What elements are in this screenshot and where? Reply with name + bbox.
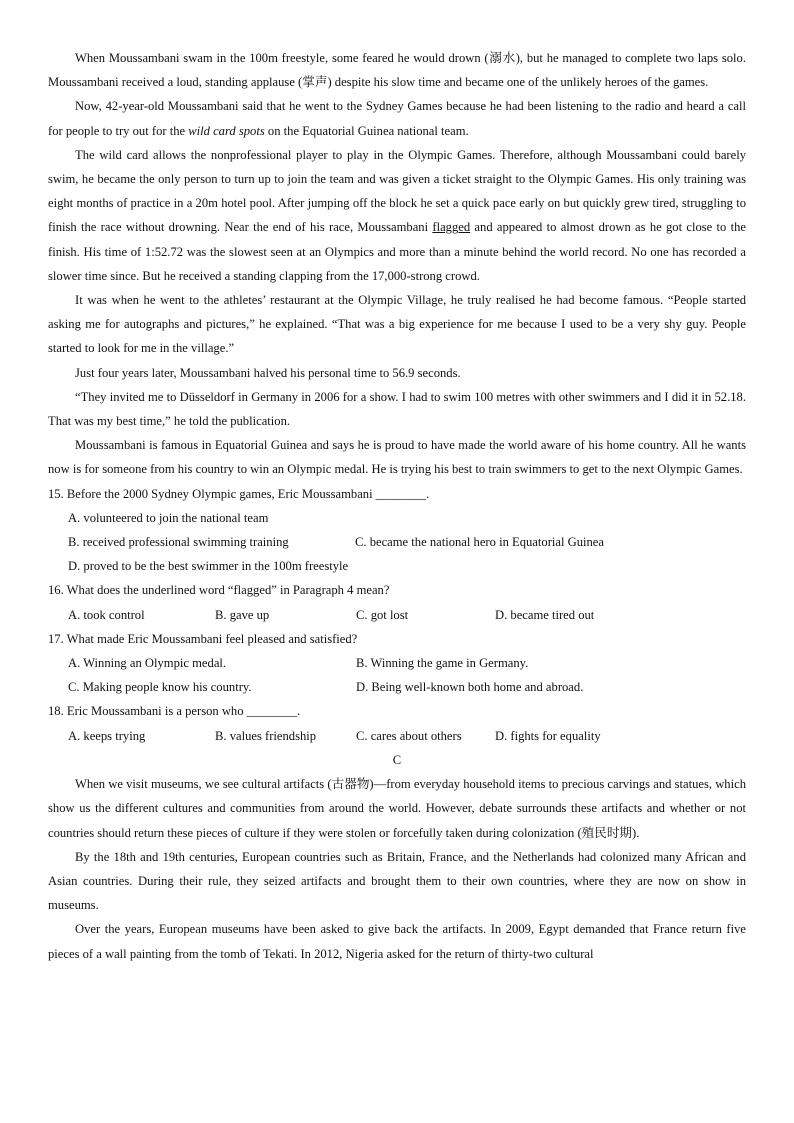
passage-b-paragraph-4: It was when he went to the athletes’ restaurant at the Olympic Village, he truly realised he had become famous. “People started asking me for autographs and pictures,” he explained. “That was a big experience for me because I used to be a very shy guy. People started to look for me in the village.” [48,293,746,356]
q17-option-b[interactable]: B. Winning the game in Germany. [356,656,529,671]
passage-c-paragraph-3: Over the years, European museums have been asked to give back the artifacts. In 2009, Egypt demanded that France return five pieces of a wall painting from the tomb of Tekati. In 2012, Nigeria asked for the return of thirty-two cultural [48,922,746,961]
q16-option-d[interactable]: D. became tired out [495,607,595,622]
passage-c-paragraph-1: When we visit museums, we see cultural artifacts (古器物)—from everyday household items to precious carvings and statues, which show us the different cultures and communities from around the world. However, debate surrounds these artifacts and whether or not countries should return these pieces of culture if they were stolen or forcefully taken during colonization (殖民时期). [48,777,746,840]
passage-b-paragraph-7: Moussambani is famous in Equatorial Guinea and says he is proud to have made the world aware of his home country. All he wants now is for someone from his country to win an Olympic medal. He is trying his best to train swimmers to get to the next Olympic Games. [48,438,746,477]
document-page [48,46,746,966]
question-18-options [48,724,746,748]
q16-option-b[interactable]: B. gave up [215,607,270,622]
passage-b-paragraph-1: When Moussambani swam in the 100m freestyle, some feared he would drown (溺水), but he managed to complete two laps solo. Moussambani received a loud, standing applause (掌声) despite his slow time and became one of the unlikely heroes of the games. [48,51,746,90]
flagged-underlined-word: flagged [432,220,471,235]
q15-option-c[interactable]: C. became the national hero in Equatorial Guinea [355,535,604,550]
passage-b-paragraph-3 [48,143,746,288]
passage-b-paragraph-5: Just four years later, Moussambani halved his personal time to 56.9 seconds. [75,365,461,380]
q17-option-a[interactable]: A. Winning an Olympic medal. [68,656,227,671]
question-15-options-row-3 [48,554,746,578]
q15-option-b[interactable]: B. received professional swimming training [68,535,289,550]
wild-card-spots-italic: wild card spots [188,123,265,138]
question-16-options [48,603,746,627]
q18-option-b[interactable]: B. values friendship [215,728,317,743]
question-17-options-row-1 [48,651,746,675]
q15-option-a[interactable]: A. volunteered to join the national team [68,510,269,525]
q16-option-c[interactable]: C. got lost [356,607,409,622]
q18-option-c[interactable]: C. cares about others [356,728,462,743]
question-17-stem: 17. What made Eric Moussambani feel pleased and satisfied? [48,631,358,646]
question-15-options-row-2 [48,530,746,554]
passage-c-heading: C [392,752,402,767]
p2-text-after: on the Equatorial Guinea national team. [264,123,469,138]
p3-text-before: The wild card allows the nonprofessional player to play in the Olympic Games. Therefore, although Moussambani could barely swim, he became the only person to turn up to join the team and was given a ticket straight to the Olympic Games. His only training was eight months of practice in a 20m hotel pool. After jumping off the block he set a quick pace early on but quickly grew tired, struggling to finish the race without drowning. Near the end of his race, Moussambani [48,147,746,235]
q17-option-d[interactable]: D. Being well-known both home and abroad. [356,680,584,695]
question-16-stem: 16. What does the underlined word “flagged” in Paragraph 4 mean? [48,583,390,598]
q15-option-d[interactable]: D. proved to be the best swimmer in the 100m freestyle [68,559,349,574]
q17-option-c[interactable]: C. Making people know his country. [68,680,252,695]
question-17-options-row-2 [48,675,746,699]
q16-option-a[interactable]: A. took control [68,607,145,622]
p2-text-before: Now, 42-year-old Moussambani said that he went to the Sydney Games because he had been listening to the radio and heard a call for people to try out for the [48,99,746,138]
question-15-options-row-1 [48,506,746,530]
passage-b-paragraph-6: “They invited me to Düsseldorf in Germany in 2006 for a show. I had to swim 100 metres with other swimmers and I did it in 52.18. That was my best time,” he told the publication. [48,389,746,429]
q18-option-a[interactable]: A. keeps trying [68,728,146,743]
passage-b-paragraph-2 [48,94,746,142]
p3-text-after: and appeared to almost drown as he got close to the finish. His time of 1:52.72 was the slowest seen at an Olympics and more than a minute behind the world record. No one has recorded a slower time since. But he received a standing clapping from the 17,000-strong crowd. [48,220,747,283]
q18-option-d[interactable]: D. fights for equality [495,728,601,743]
question-15-stem: 15. Before the 2000 Sydney Olympic games, Eric Moussambani ________. [48,486,430,501]
passage-c-paragraph-2: By the 18th and 19th centuries, European countries such as Britain, France, and the Netherlands had colonized many African and Asian countries. During their rule, they seized artifacts and brought them to their own countries, where they are now on show in museums. [48,849,746,913]
question-18-stem: 18. Eric Moussambani is a person who ________. [48,704,301,719]
